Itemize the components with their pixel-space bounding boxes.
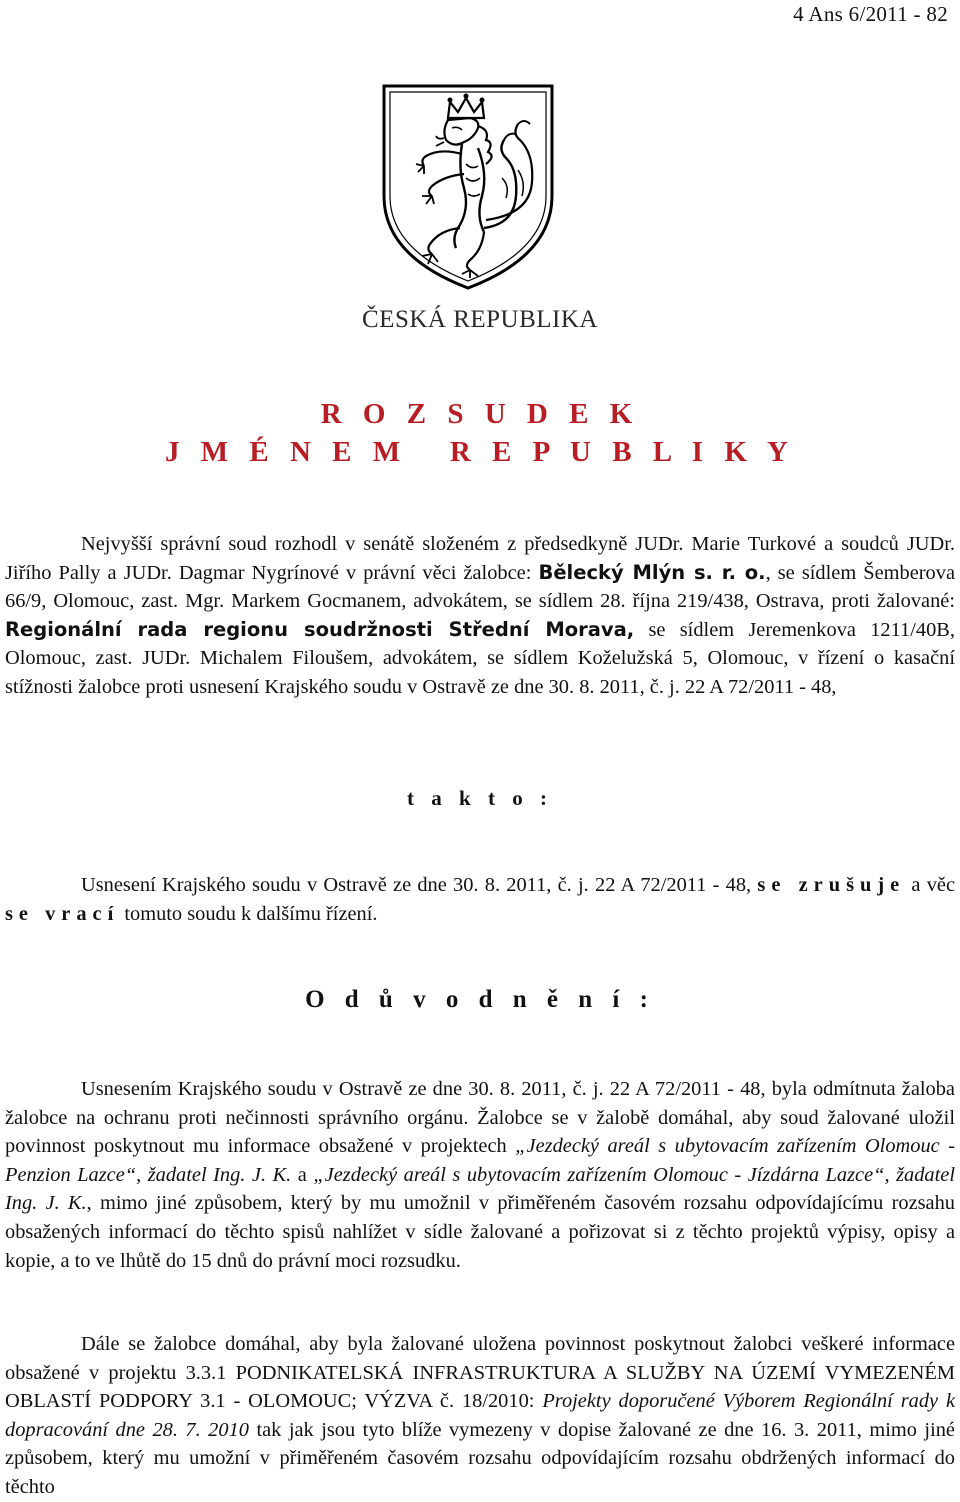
- intro-text: , se sídlem Šemberova 66/9, Olomouc, zast. Mgr. Markem Gocmanem, advokátem, se sídlem 28. října 219/438, Ostrava, proti žalované:: [5, 561, 955, 613]
- case-reference: 4 Ans 6/2011 - 82: [793, 2, 948, 26]
- reasoning-paragraph-2: [5, 1330, 955, 1502]
- ruling-annul: se zrušuje: [757, 874, 906, 896]
- reasoning-text: , mimo jiné způsobem, který by mu umožnil v přiměřeném časovém rozsahu odpovídajícímu rozsahu obsažených informací do těchto spisů nahlížet v sídle žalované a pořizovat si z těchto projektů výpisy, opisy a kopie, a to ve lhůtě do 15 dnů do právní moci rozsudku.: [5, 1192, 955, 1272]
- reasoning-text: tak jak jsou tyto blíže vymezeny v dopise žalované ze dne 16. 3. 2011, mimo jiné způsobem, který mu umožní v přiměřeném časovém rozsahu odpovídajícím rozsahu obdržených informací do těchto: [5, 1418, 955, 1498]
- ruling-return: se vrací: [5, 902, 120, 925]
- intro-text: Nejvyšší správní soud rozhodl v senátě složeném z předsedkyně JUDr. Marie Turkové a soudců JUDr. Jiřího Pally a JUDr. Dagmar Nygrínové v právní věci žalobce:: [5, 533, 955, 584]
- intro-paragraph: [5, 530, 955, 702]
- takto-heading: t a k t o :: [407, 786, 553, 810]
- ruling-text: tomuto soudu k dalšímu řízení.: [119, 902, 378, 925]
- verdict-subtitle: J M É N E M R E P U B L I K Y: [164, 436, 795, 468]
- project-list-name: Projekty doporučené Výborem Regionální rady k dopracování dne 28. 7. 2010: [5, 1390, 956, 1441]
- verdict-title: R O Z S U D E K: [320, 398, 640, 430]
- plaintiff-name: Bělecký Mlýn s. r. o.: [538, 560, 766, 584]
- reasoning-text: a: [291, 1163, 314, 1186]
- project-name: „Jezdecký areál s ubytovacím zařízením Olomouc - Penzion Lazce“, žadatel Ing. J. K.: [5, 1135, 955, 1186]
- ruling-paragraph: [5, 871, 955, 928]
- reasoning-text: Usnesením Krajského soudu v Ostravě ze dne 30. 8. 2011, č. j. 22 A 72/2011 - 48, byla odmítnuta žaloba žalobce na ochranu proti nečinnosti správního orgánu. Žalobce se v žalobě domáhal, aby soud žalované uložil povinnost poskytnout mu informace obsažené v projektech: [5, 1078, 955, 1158]
- reasoning-paragraph-1: [5, 1075, 955, 1275]
- state-name: ČESKÁ REPUBLIKA: [362, 306, 598, 333]
- reasoning-text: Dále se žalobce domáhal, aby byla žalované uložena povinnost poskytnout žalobci veškeré informace obsažené v projektu 3.3.1 PODNIKATELSKÁ INFRASTRUKTURA A SLUŽBY NA ÚZEMÍ VYMEZENÉM OBLASTÍ PODPORY 3.1 - OLOMOUC; VÝZVA č. 18/2010:: [5, 1333, 955, 1413]
- intro-text: se sídlem Jeremenkova 1211/40B, Olomouc, zast. JUDr. Michalem Filoušem, advokátem, se sídlem Koželužská 5, Olomouc, v řízení o kasační stížnosti žalobce proti usnesení Krajského soudu v Ostravě ze dne 30. 8. 2011, č. j. 22 A 72/2011 - 48,: [5, 618, 955, 698]
- ruling-text: Usnesení Krajského soudu v Ostravě ze dne 30. 8. 2011, č. j. 22 A 72/2011 - 48,: [81, 874, 752, 896]
- reasoning-heading: O d ů v o d n ě n í :: [305, 986, 655, 1013]
- ruling-text: a věc: [905, 874, 955, 896]
- project-name: „Jezdecký areál s ubytovacím zařízením Olomouc - Jízdárna Lazce“, žadatel Ing. J. K.: [5, 1163, 956, 1215]
- czech-lion-coat-of-arms-icon: [378, 78, 558, 293]
- defendant-name: Regionální rada regionu soudržnosti Střední Morava,: [5, 617, 635, 641]
